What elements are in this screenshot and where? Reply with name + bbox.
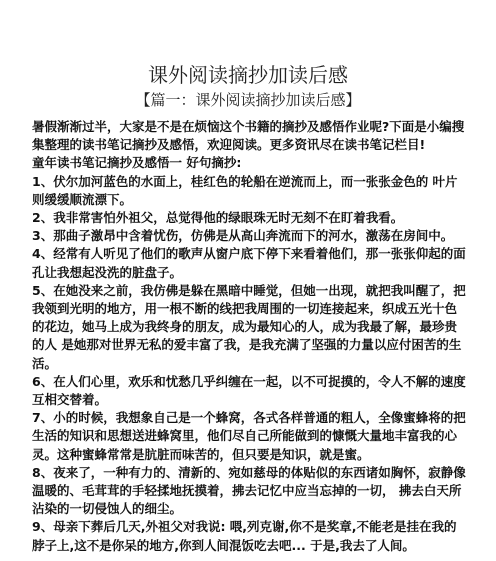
document-title: 课外阅读摘抄加读后感 [148, 63, 348, 87]
quote-item-9: 9、母亲下葬后几天,外祖父对我说: 喂,列克谢,你不是奖章,不能老是挂在我的脖子上,这不是你呆的地方,你到人间混饭吃去吧... 于是,我去了人间。 [32, 519, 457, 553]
intro-paragraph: 暑假渐渐过半，大家是不是在烦恼这个书籍的摘抄及感悟作业呢?下面是小编搜集整理的读书笔记摘抄及感悟，欢迎阅读。更多资讯尽在读书笔记栏目! [32, 119, 465, 153]
section-heading: 童年读书笔记摘抄及感悟一 好句摘抄: [32, 155, 242, 171]
quote-item-4: 4、经常有人听见了他们的歌声从窗户底下停下来看着他们，那一张张仰起的面孔让我想起没洗的脏盘子。 [32, 246, 466, 280]
document-subtitle: 【篇一：课外阅读摘抄加读后感】 [135, 91, 361, 109]
quote-item-8: 8、夜来了，一种有力的、清新的、宛如慈母的体贴似的东西诸如胸怀，寂静像温暖的、毛茸茸的手轻揉地抚摸着，拂去记忆中应当忘掉的一切， 拂去白天所沾染的一切侵蚀人的细尘。 [32, 464, 466, 517]
document-body [32, 118, 468, 555]
quote-item-3: 3、那曲子激昂中含着忧伤，仿佛是从高山奔流而下的河水，激荡在房间中。 [32, 228, 454, 244]
quote-item-7: 7、小的时候，我想象自己是一个蜂窝，各式各样普通的粗人，全像蜜蜂将的把生活的知识和思想送进蜂窝里，他们尽自己所能做到的慷慨大量地丰富我的心灵。这种蜜蜂常常是肮脏而味苦的，但只要是知识，就是蜜。 [32, 410, 466, 462]
quote-item-5: 5、在她没来之前，我仿佛是躲在黑暗中睡觉，但她一出现，就把我叫醒了，把我领到光明的地方，用一根不断的线把我周围的一切连接起来，织成五光十色的花边，她马上成为我终身的朋友，成为最知心的人，成为我最了解，最珍贵的人 是她那对世界无私的爱丰富了我，是我充满了坚强的力量以应付困苦的生活。 [32, 282, 466, 371]
quote-item-6: 6、在人们心里，欢乐和忧愁几乎纠缠在一起，以不可捉摸的，令人不解的速度互相交替着。 [32, 373, 466, 408]
quote-item-1: 1、伏尔加河蓝色的水面上，桂红色的轮船在逆流而上，而一张张金色的 叶片则缓缓顺流漂下。 [32, 173, 458, 207]
quote-item-2: 2、我非常害怕外祖父，总觉得他的绿眼珠无时无刻不在盯着我看。 [32, 210, 404, 226]
